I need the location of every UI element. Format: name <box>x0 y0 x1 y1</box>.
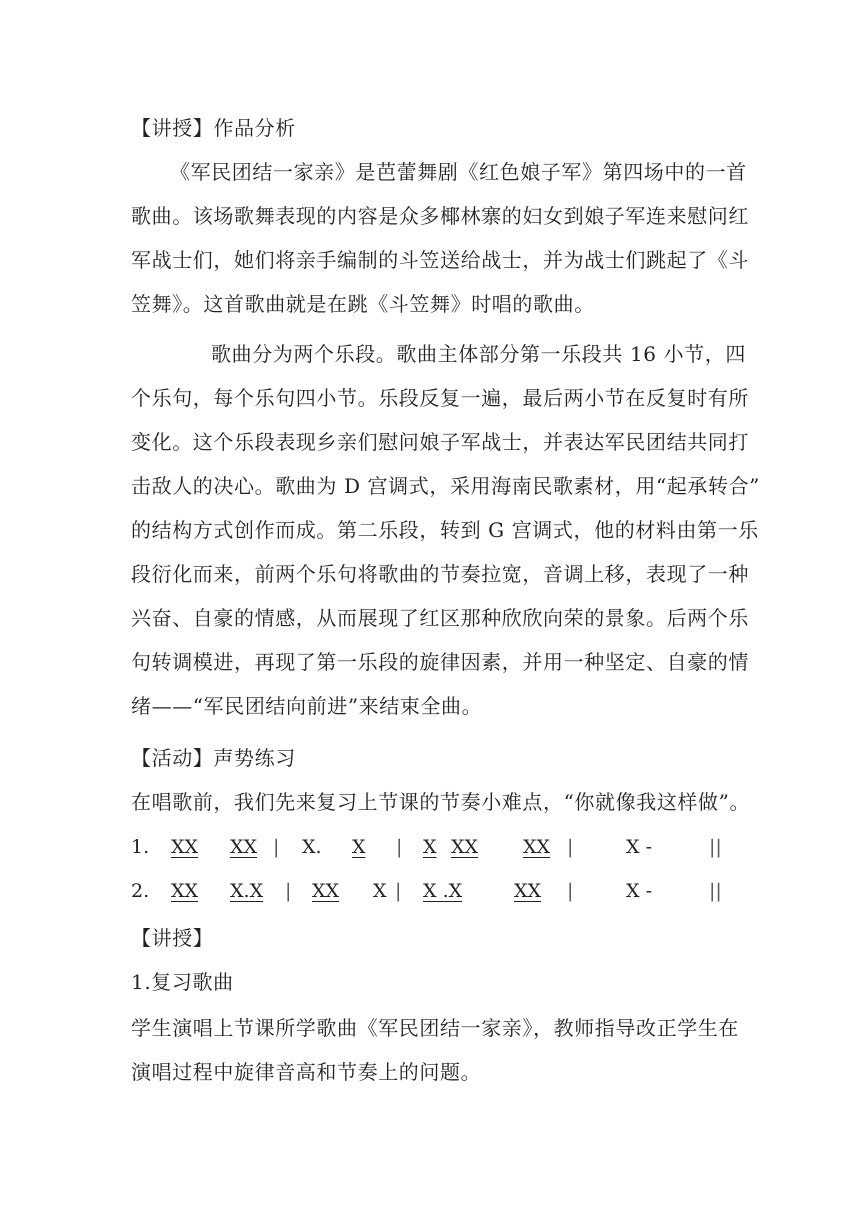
paragraph-line: 笠舞》。这首歌曲就是在跳《斗笠舞》时唱的歌曲。 <box>131 292 595 316</box>
paragraph-line: 段衍化而来，前两个乐句将歌曲的节奏拉宽，音调上移，表现了一种 <box>131 562 749 586</box>
paragraph-line: 《军民团结一家亲》是芭蕾舞剧《红色娘子军》第四场中的一首 <box>170 160 747 184</box>
paragraph-line: 绪——“军民团结向前进”来结束全曲。 <box>131 694 483 718</box>
bar-line: | <box>567 836 574 858</box>
paragraph-line: 句转调模进，再现了第一乐段的旋律因素，并用一种坚定、自豪的情 <box>131 650 749 674</box>
paragraph-line: 歌曲。该场歌舞表现的内容是众多椰林寨的妇女到娘子军连来慰问红 <box>131 204 749 228</box>
rhythm-note: XX <box>514 880 542 902</box>
rhythm-note: X - <box>626 836 652 858</box>
rhythm-number: 1. <box>131 836 150 858</box>
rhythm-note: XX <box>523 836 551 858</box>
rhythm-note: XX <box>171 880 199 902</box>
paragraph-line: 变化。这个乐段表现乡亲们慰问娘子军战士，并表达军民团结共同打 <box>131 430 749 454</box>
section-heading-analysis: 【讲授】作品分析 <box>131 116 296 140</box>
bar-line: | <box>396 836 403 858</box>
paragraph-line: 击敌人的决心。歌曲为 D 宫调式，采用海南民歌素材，用“起承转合” <box>131 474 760 498</box>
rhythm-note: XX <box>230 836 258 858</box>
rhythm-note: X <box>423 836 437 858</box>
paragraph-line: 演唱过程中旋律音高和节奏上的问题。 <box>131 1060 482 1084</box>
rhythm-note: X <box>373 880 387 902</box>
paragraph-line: 兴奋、自豪的情感，从而展现了红区那种欣欣向荣的景象。后两个乐 <box>131 606 749 630</box>
rhythm-note: XX <box>451 836 479 858</box>
rhythm-line-1 <box>131 836 731 860</box>
section-heading-teaching: 【讲授】 <box>131 926 214 950</box>
bar-line: | <box>285 880 292 902</box>
section-heading-activity: 【活动】声势练习 <box>131 746 296 770</box>
rhythm-note: XX <box>171 836 199 858</box>
rhythm-note: X .X <box>423 880 463 902</box>
rhythm-note: X.X <box>230 880 264 902</box>
double-bar-line: || <box>709 880 722 902</box>
paragraph-line: 歌曲分为两个乐段。歌曲主体部分第一乐段共 16 小节，四 <box>211 342 746 366</box>
bar-line: | <box>273 836 280 858</box>
rhythm-line-2 <box>131 880 731 904</box>
subheading-review-song: 1.复习歌曲 <box>131 970 234 994</box>
paragraph-line: 个乐句，每个乐句四小节。乐段反复一遍，最后两小节在反复时有所 <box>131 386 749 410</box>
rhythm-note: X. <box>302 836 322 858</box>
bar-line: | <box>395 880 402 902</box>
paragraph-line: 军战士们，她们将亲手编制的斗笠送给战士，并为战士们跳起了《斗 <box>131 248 749 272</box>
double-bar-line: || <box>709 836 722 858</box>
activity-intro: 在唱歌前，我们先来复习上节课的节奏小难点，“你就像我这样做”。 <box>131 790 751 814</box>
bar-line: | <box>567 880 574 902</box>
rhythm-number: 2. <box>131 880 150 902</box>
rhythm-note: X <box>352 836 366 858</box>
rhythm-note: XX <box>312 880 340 902</box>
rhythm-note: X - <box>626 880 652 902</box>
paragraph-line: 学生演唱上节课所学歌曲《军民团结一家亲》，教师指导改正学生在 <box>131 1016 739 1040</box>
paragraph-line: 的结构方式创作而成。第二乐段，转到 G 宫调式，他的材料由第一乐 <box>131 518 759 542</box>
